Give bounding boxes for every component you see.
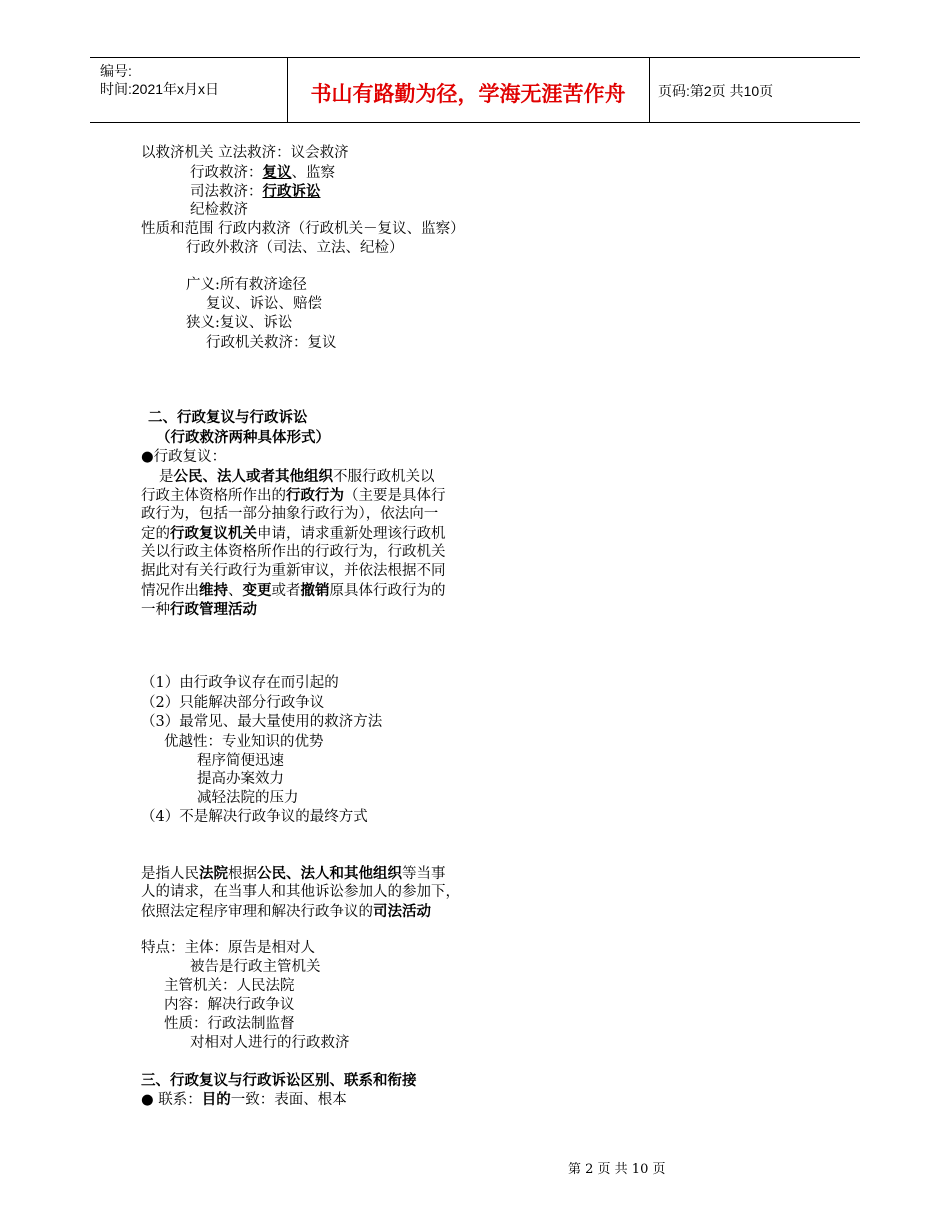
- text-span: （主要是具体行: [344, 488, 446, 504]
- text-line: 以救济机关 立法救济：议会救济: [141, 145, 349, 161]
- text-line: 内容：解决行政争议: [164, 997, 295, 1013]
- text-span: 是: [159, 469, 174, 485]
- text-line: [141, 600, 257, 620]
- text-line: 纪检救济: [190, 202, 248, 218]
- text-line: 狭义:复议、诉讼: [186, 315, 293, 331]
- emphasis-text: 公民、法人和其他组织: [257, 865, 402, 882]
- header-page-label: 页码:第2页 共10页: [658, 83, 774, 99]
- text-line: ●行政复议：: [141, 449, 227, 465]
- text-line: 主管机关：人民法院: [164, 978, 295, 994]
- feature-item: 程序简便迅速: [197, 753, 284, 769]
- text-span: 行政主体资格所作出的: [141, 488, 286, 504]
- text-line: [141, 902, 431, 922]
- emphasis-text: 维持: [199, 582, 228, 599]
- text-line: [190, 182, 321, 202]
- text-span: 司法救济：: [190, 184, 263, 200]
- emphasis-text: 复议: [262, 164, 292, 181]
- text-line: 行政机关救济：复议: [206, 335, 337, 351]
- text-span: 行政救济：: [190, 165, 263, 181]
- text-line: 关以行政主体资格所作出的行政行为，行政机关: [141, 544, 446, 560]
- text-span: 原具体行政行为的: [329, 583, 446, 599]
- feature-item: 优越性：专业知识的优势: [164, 734, 324, 750]
- emphasis-text: 目的: [201, 1091, 231, 1108]
- document-number-label: 编号:: [100, 63, 132, 79]
- header-motto: 书山有路勤为径，学海无涯苦作舟: [310, 82, 626, 106]
- header-top-rule: [90, 57, 860, 58]
- text-span: 等当事: [402, 866, 446, 882]
- emphasis-text: 行政管理活动: [170, 601, 257, 618]
- text-line: 复议、诉讼、赔偿: [206, 296, 322, 312]
- emphasis-text: 公民、法人或者其他组织: [173, 468, 333, 485]
- text-span: ● 联系：: [141, 1092, 202, 1108]
- emphasis-text: 法院: [199, 865, 228, 882]
- feature-item: （1）由行政争议存在而引起的: [141, 675, 339, 691]
- text-span: 一种: [141, 602, 170, 618]
- text-span: 定的: [141, 526, 170, 542]
- text-line: 广义:所有救济途径: [186, 277, 307, 293]
- header-divider-right: [649, 57, 650, 122]
- feature-item: （3）最常见、最大量使用的救济方法: [141, 714, 383, 730]
- document-time-label: 时间:2021年x月x日: [100, 81, 220, 97]
- text-span: 一致：表面、根本: [230, 1092, 347, 1108]
- feature-item: 减轻法院的压力: [197, 790, 299, 806]
- text-line: 特点：主体：原告是相对人: [141, 940, 315, 956]
- text-line: [190, 163, 335, 183]
- feature-item: （2）只能解决部分行政争议: [141, 695, 325, 711]
- text-line: [141, 486, 446, 506]
- text-span: 情况作出: [141, 583, 199, 599]
- emphasis-text: 司法活动: [373, 903, 431, 920]
- text-span: 是指人民: [141, 866, 199, 882]
- text-line: 对相对人进行的行政救济: [190, 1035, 350, 1051]
- emphasis-text: 行政行为: [286, 487, 344, 504]
- text-line: 人的请求，在当事人和其他诉讼参加人的参加下，: [141, 884, 460, 900]
- text-span: 、监察: [291, 165, 335, 181]
- section-heading: 二、行政复议与行政诉讼: [148, 409, 308, 426]
- text-line: [141, 864, 446, 884]
- text-span: 根据: [228, 866, 257, 882]
- text-line: [141, 524, 446, 544]
- text-line: [141, 581, 446, 601]
- text-line: [159, 467, 435, 487]
- section-subheading: （行政救济两种具体形式）: [156, 429, 330, 446]
- text-line: 被告是行政主管机关: [190, 959, 321, 975]
- text-span: 依照法定程序审理和解决行政争议的: [141, 904, 373, 920]
- text-span: 不服行政机关以: [333, 469, 435, 485]
- emphasis-text: 变更: [242, 582, 272, 599]
- page-footer: 第 2 页 共 10 页: [568, 1162, 666, 1177]
- header-bottom-rule: [90, 122, 860, 123]
- feature-item: （4）不是解决行政争议的最终方式: [141, 809, 368, 825]
- text-line: [141, 1090, 347, 1110]
- text-span: 申请，请求重新处理该行政机: [257, 526, 446, 542]
- text-span: 、: [228, 583, 243, 599]
- text-span: 或者: [271, 583, 301, 599]
- text-line: 政行为，包括一部分抽象行政行为），依法向一: [141, 506, 439, 522]
- feature-item: 提高办案效力: [197, 771, 284, 787]
- text-line: 行政外救济（司法、立法、纪检）: [186, 240, 404, 256]
- emphasis-text: 撤销: [300, 582, 330, 599]
- text-line: 据此对有关行政行为重新审议，并依法根据不同: [141, 563, 446, 579]
- emphasis-text: 行政诉讼: [262, 183, 321, 200]
- section-heading: 三、行政复议与行政诉讼区别、联系和衔接: [141, 1072, 417, 1089]
- text-line: 性质和范围 行政内救济（行政机关－复议、监察）: [141, 221, 465, 237]
- text-line: 性质：行政法制监督: [164, 1016, 295, 1032]
- emphasis-text: 行政复议机关: [170, 525, 257, 542]
